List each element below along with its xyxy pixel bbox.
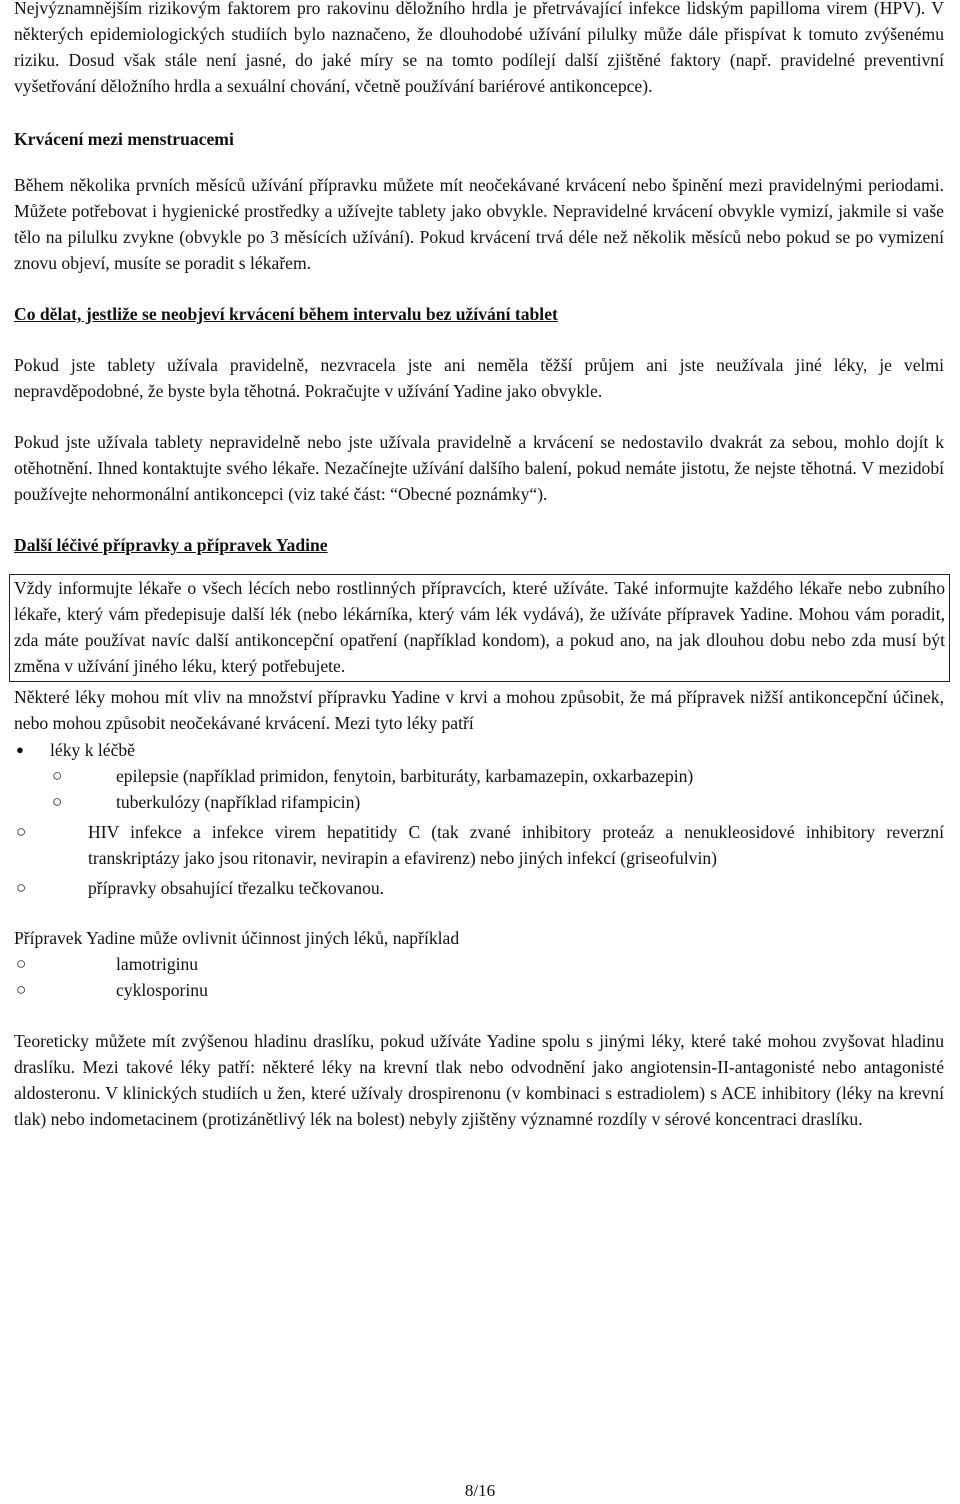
affected-medicine-list <box>14 951 944 1003</box>
info-box-paragraph: Vždy informujte lékaře o všech lécích nebo rostlinných přípravcích, které užíváte. Také informujte každého lékaře nebo zubního lékaře, který vám předepisuje další lék (nebo lékárníka, který vám lék vydává), že užíváte přípravek Yadine. Mohou vám poradit, zda máte používat navíc další antikoncepční opatření (například kondom), a pokud ano, na jak dlouhou dobu nebo zda musí být změna v užívání jiného léku, který potřebujete. <box>14 578 945 676</box>
page-number: 8/16 <box>464 1481 496 1500</box>
list-item: ○ epilepsie (například primidon, fenytoin, barbituráty, karbamazepin, oxkarbazepin) <box>14 763 944 789</box>
list-item: ○ přípravky obsahující třezalku tečkovanou. <box>14 875 944 901</box>
list-item: ● léky k léčbě <box>14 737 944 763</box>
interactions-paragraph: Některé léky mohou mít vliv na množství přípravku Yadine v krvi a mohou způsobit, že má přípravek nižší antikoncepční účinek, nebo mohou způsobit neočekávané krvácení. Mezi tyto léky patří <box>14 687 944 733</box>
list-item: ○ cyklosporinu <box>14 977 944 1003</box>
section-heading-other-medicines: Další léčivé přípravky a přípravek Yadine <box>14 535 328 555</box>
section-heading-bleeding: Krvácení mezi menstruacemi <box>14 129 234 149</box>
document-page <box>14 0 944 1132</box>
intro-paragraph: Nejvýznamnějším rizikovým faktorem pro rakovinu děložního hrdla je přetrvávající infekce lidským papilloma virem (HPV). V některých epidemiologických studiích bylo naznačeno, že dlouhodobé užívání pilulky může dále přispívat k tomuto zvýšenému riziku. Dosud však stále není jasné, do jaké míry se na tomto podílejí další zjištěné faktory (např. pravidelné preventivní vyšetřování děložního hrdla a sexuální chování, včetně používání bariérové antikoncepce). <box>14 0 944 96</box>
info-box <box>9 574 950 682</box>
no-bleeding-paragraph-2: Pokud jste užívala tablety nepravidelně nebo jste užívala pravidelně a krvácení se nedostavilo dvakrát za sebou, mohlo dojít k otěhotnění. Ihned kontaktujte svého lékaře. Nezačínejte užívání dalšího balení, pokud nemáte jistotu, že nejste těhotná. V mezidobí používejte nehormonální antikoncepci (viz také část: “Obecné poznámky“). <box>14 432 944 504</box>
list-item: ○ tuberkulózy (například rifampicin) <box>14 789 944 815</box>
medicine-list <box>14 737 944 901</box>
list-item: ○ HIV infekce a infekce virem hepatitidy C (tak zvané inhibitory proteáz a nenukleosidové inhibitory reverzní transkriptázy jako jsou ritonavir, nevirapin a efavirenz) nebo jiných infekcí (griseofulvin) <box>14 819 944 871</box>
section-heading-no-bleeding: Co dělat, jestliže se neobjeví krvácení během intervalu bez užívání tablet <box>14 304 558 324</box>
effect-paragraph: Přípravek Yadine může ovlivnit účinnost jiných léků, například <box>14 928 460 948</box>
potassium-paragraph: Teoreticky můžete mít zvýšenou hladinu draslíku, pokud užíváte Yadine spolu s jinými léky, které také mohou zvyšovat hladinu draslíku. Mezi takové léky patří: některé léky na krevní tlak nebo odvodnění jako angiotensin-II-antagonisté nebo antagonisté aldosteronu. V klinických studiích u žen, které užívaly drospirenonu (v kombinaci s estradiolem) s ACE inhibitory (léky na krevní tlak) nebo indometacinem (protizánětlivý lék na bolest) nebyly zjištěny významné rozdíly v sérové koncentraci draslíku. <box>14 1031 944 1129</box>
bleeding-paragraph: Během několika prvních měsíců užívání přípravku můžete mít neočekávané krvácení nebo špinění mezi pravidelnými periodami. Můžete potřebovat i hygienické prostředky a užívejte tablety jako obvykle. Nepravidelné krvácení obvykle vymizí, jakmile si vaše tělo na pilulku zvykne (obvykle po 3 měsících užívání). Pokud krvácení trvá déle než několik měsíců nebo pokud se po vymizení znovu objeví, musíte se poradit s lékařem. <box>14 175 944 273</box>
no-bleeding-paragraph-1: Pokud jste tablety užívala pravidelně, nezvracela jste ani neměla těžší průjem ani jste neužívala jiné léky, je velmi nepravděpodobné, že byste byla těhotná. Pokračujte v užívání Yadine jako obvykle. <box>14 355 944 401</box>
list-item: ○ lamotriginu <box>14 951 944 977</box>
